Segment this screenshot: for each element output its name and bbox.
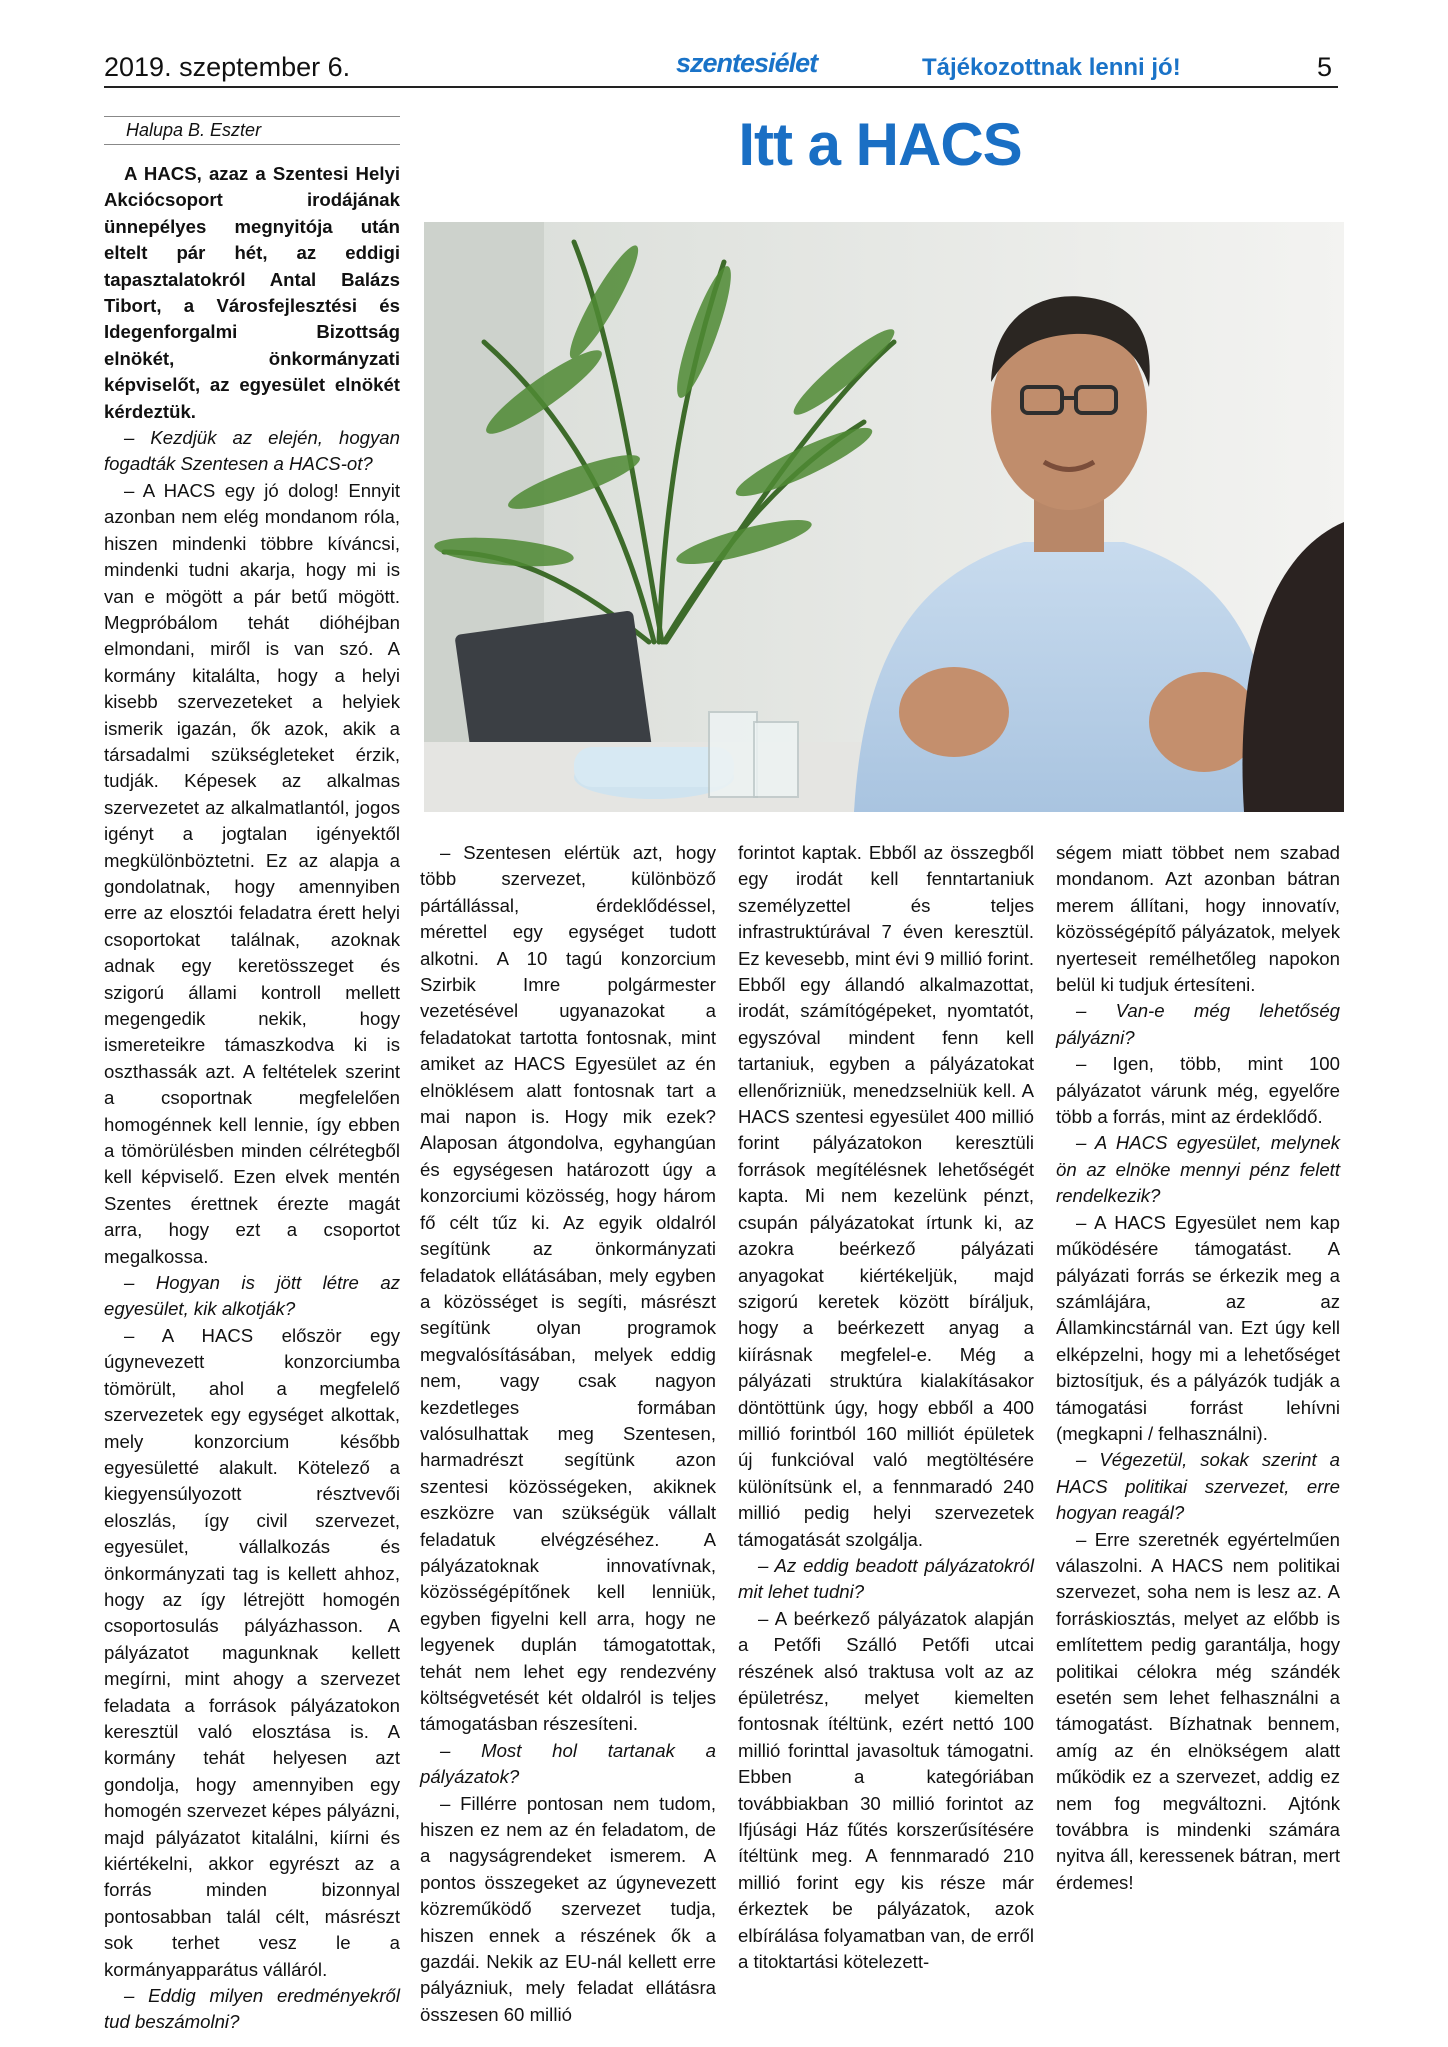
article-column-2: [420, 840, 716, 2028]
interview-question: – Eddig milyen eredményekről tud beszámolni?: [104, 1985, 400, 2033]
interview-photo-illustration: [424, 222, 1344, 812]
interview-answer: – A beérkező pályázatok alapján a Petőfi Szálló Petőfi utcai részének alsó traktusa volt az az épületrész, melyet kiemelten fontosnak ítéltünk, ezért nettó 100 millió forinttal javasoltuk támogatni. Ebben a kategóriában továbbiakban 30 millió forintot az Ifjúsági Ház fűtés korszerűsítésére ítéltünk meg. A fennmaradó 210 millió forint egy kis része már érkeztek be pályázatok, azok elbírálása folyamatban van, de erről a titoktartási kötelezett-: [738, 1607, 1034, 1973]
interview-question: – Az eddig beadott pályázatokról mit lehet tudni?: [738, 1554, 1034, 1603]
publication-logo: [676, 48, 817, 79]
publication-slogan: Tájékozottnak lenni jó!: [922, 54, 1181, 81]
interview-answer: – Igen, több, mint 100 pályázatot várunk még, egyelőre több a forrás, mint az érdeklődő.: [1056, 1053, 1340, 1128]
interview-question: – Van-e még lehetőség pályázni?: [1056, 1000, 1340, 1048]
page-header: [104, 48, 1338, 88]
logo-part1: szentesi: [676, 48, 775, 78]
issue-date: 2019. szeptember 6.: [104, 52, 351, 82]
interview-answer: forintot kaptak. Ebből az összegből egy irodát kell fenntartaniuk személyzettel és teljes infrastruktúrával 7 éven keresztül. Ez kevesebb, mint évi 9 millió forint. Ebből egy állandó alkalmazottat, irodát, számítógépeket, nyomtatót, egyszóval mindent fenn kell tartaniuk, egyben a pályázatokat ellenőrizniük, menedzselniük kell. A HACS szentesi egyesület 400 millió forint pályázatokon keresztüli források megítélésnek lehetőségét kapta. Mi nem kezelünk pénzt, csupán pályázatokat írtunk ki, az azokra beérkező pályázati anyagokat kiértékeljük, majd szigorú keretek között bíráljuk, hogy a beérkezett anyag a kiírásnak megfelel-e. Még a pályázati struktúra kialakításakor döntöttünk úgy, hogy ebből a 400 millió forintból 160 milliót épületek új funkcióval való megtöltésére különítsünk el, a fennmaradó 240 millió pedig helyi szervezetek támogatását szolgálja.: [738, 842, 1034, 1550]
interview-answer: – Fillérre pontosan nem tudom, hiszen ez nem az én feladatom, de a nagyságrendeket ismerem. A pontos összegeket az úgynevezett közreműködő szervezet tudja, hiszen ennek a részének ők a gazdái. Nekik az EU-nál kellett erre pályázniuk, mely feladat ellátásra összesen 60 millió: [420, 1792, 716, 2025]
interview-question: – Kezdjük az elején, hogyan fogadták Szentesen a HACS-ot?: [104, 427, 400, 475]
article-author: Halupa B. Eszter: [104, 116, 400, 145]
interview-answer: – A HACS először egy úgynevezett konzorciumba tömörült, ahol a megfelelő szervezetek egy egységet alkottak, mely konzorcium később egyesületté alakult. Kötelező a kiegyensúlyozott résztvevői eloszlás, így civil szervezet, egyesület, vállalkozás és önkormányzati tag is kellett ahhoz, hogy az így létrejött homogén csoportosulás pályázhasson. A pályázatot magunknak kellett megírni, mint ahogy a szervezet feladata a források pályázatokon keresztül való elosztása is. A kormány tehát helyesen azt gondolja, hogy amennyiben egy homogén szervezet képes pályázni, majd pályázatot kitalálni, kiírni és kiértékelni, akkor egyrészt az a forrás minden bizonnyal pontosabban talál célt, másrészt sok terhet vesz le a kormányapparátus válláról.: [104, 1324, 400, 1980]
interview-answer: ségem miatt többet nem szabad mondanom. Azt azonban bátran merem állítani, hogy innovatív, közösségépítő pályázatok, melyek nyerteseit remélhetőleg napokon belül ki tudjuk értesíteni.: [1056, 842, 1340, 996]
interview-answer: – A HACS Egyesület nem kap működésére támogatást. A pályázati forrás se érkezik meg a számlájára, az az Államkincstárnál van. Ezt úgy kell elképzelni, hogy mi a lehetőséget biztosítjuk, és a pályázók tudják a támogatási forrást lehívni (megkapni / felhasználni).: [1056, 1211, 1340, 1444]
article-column-4: [1056, 840, 1340, 1896]
interview-question: – Most hol tartanak a pályázatok?: [420, 1739, 716, 1788]
article-lead: A HACS, azaz a Szentesi Helyi Akciócsoport irodájának ünnepélyes megnyitója után eltelt pár hét, az eddigi tapasztalatokról Antal Balázs Tibort, a Városfejlesztési és Idegenforgalmi Bizottság elnökét, önkormányzati képviselőt, az egyesület elnökét kérdeztük.: [104, 163, 400, 422]
article-column-1: [104, 161, 400, 2036]
interview-answer: – A HACS egy jó dolog! Ennyit azonban nem elég mondanom róla, hiszen mindenki többre kíváncsi, mindenki tudni akarja, hogy mi is van e mögött a pár betű mögött. Megpróbálom tehát dióhéjban elmondani, miről is van szó. A kormány kitalálta, hogy a helyi kisebb szervezeteket a helyiek ismerik igazán, ők azok, akik a társadalmi szükségleteket érzik, tudják. Képesek az alkalmas szervezetet az alkalmatlantól, jogos igényt a jogtalan igényektől megkülönböztetni. Ez az alapja a gondolatnak, hogy amennyiben erre az elosztói feladatra érett helyi csoportokat találnak, azoknak adnak egy keretösszeget és szigorú állami kontroll mellett megengedik nekik, hogy ismereteikre támaszkodva ki is oszthassák azt. A feltételek szerint a csoportnak megfelelően homogénnek kell lennie, így ebben a tömörülésben minden célrétegből kell képviselő. Ezen elvek mentén Szentes érettnek érezte magát arra, hogy ezt a csoportot megalkossa.: [104, 479, 400, 1267]
interview-answer: – Szentesen elértük azt, hogy több szervezet, különböző pártállással, érdeklődéssel, mérettel egy egységet tudott alkotni. A 10 tagú konzorcium Szirbik Imre polgármester vezetésével ugyanazokat a feladatokat tartotta fontosnak, mint amiket az HACS Egyesület az én elnöklésem alatt fontosnak tart a mai napon is. Hogy mik ezek? Alaposan átgondolva, egyhangúan és egységesen határozott úgy a konzorciumi közösség, hogy három fő célt tűz ki. Az egyik oldalról segítünk az önkormányzati feladatok ellátásában, mely egyben a közösséget is segíti, másrészt segítünk olyan programok megvalósításában, melyek eddig nem, vagy csak nagyon kezdetleges formában valósulhattak meg Szentesen, harmadrészt segítünk azon szentesi közösségeken, akiknek eszközre van szükségük vállalt feladatuk elvégzéséhez. A pályázatoknak innovatívnak, közösségépítőnek kell lenniük, egyben figyelni kell arra, hogy ne legyenek duplán támogatottak, tehát nem lehet egy rendezvény költségvetését két oldalról is teljes támogatásban részesíteni.: [420, 842, 716, 1735]
logo-part2: élet: [774, 48, 818, 78]
interview-photo: [424, 222, 1344, 812]
interview-question: – A HACS egyesület, melynek ön az elnöke mennyi pénz felett rendelkezik?: [1056, 1132, 1340, 1207]
interview-question: – Végezetül, sokak szerint a HACS politikai szervezet, erre hogyan reagál?: [1056, 1449, 1340, 1524]
interview-question: – Hogyan is jött létre az egyesület, kik alkotják?: [104, 1272, 400, 1320]
page-number: 5: [1316, 52, 1332, 82]
article-title: Itt a HACS: [738, 111, 1022, 178]
interview-answer: – Erre szeretnék egyértelműen válaszolni. A HACS nem politikai szervezet, soha nem is lesz az. A forráskiosztás, melyet az előbb is említettem pedig garantálja, hogy politikai célokra még szándék esetén sem lehet felhasználni a támogatást. Bízhatnak bennem, amíg az én elnökségem alatt működik ez a szervezet, addig ez nem fog megváltozni. Ajtónk továbbra is mindenki számára nyitva áll, keressenek bátran, mert érdemes!: [1056, 1528, 1340, 1893]
article-column-3: [738, 840, 1034, 1975]
